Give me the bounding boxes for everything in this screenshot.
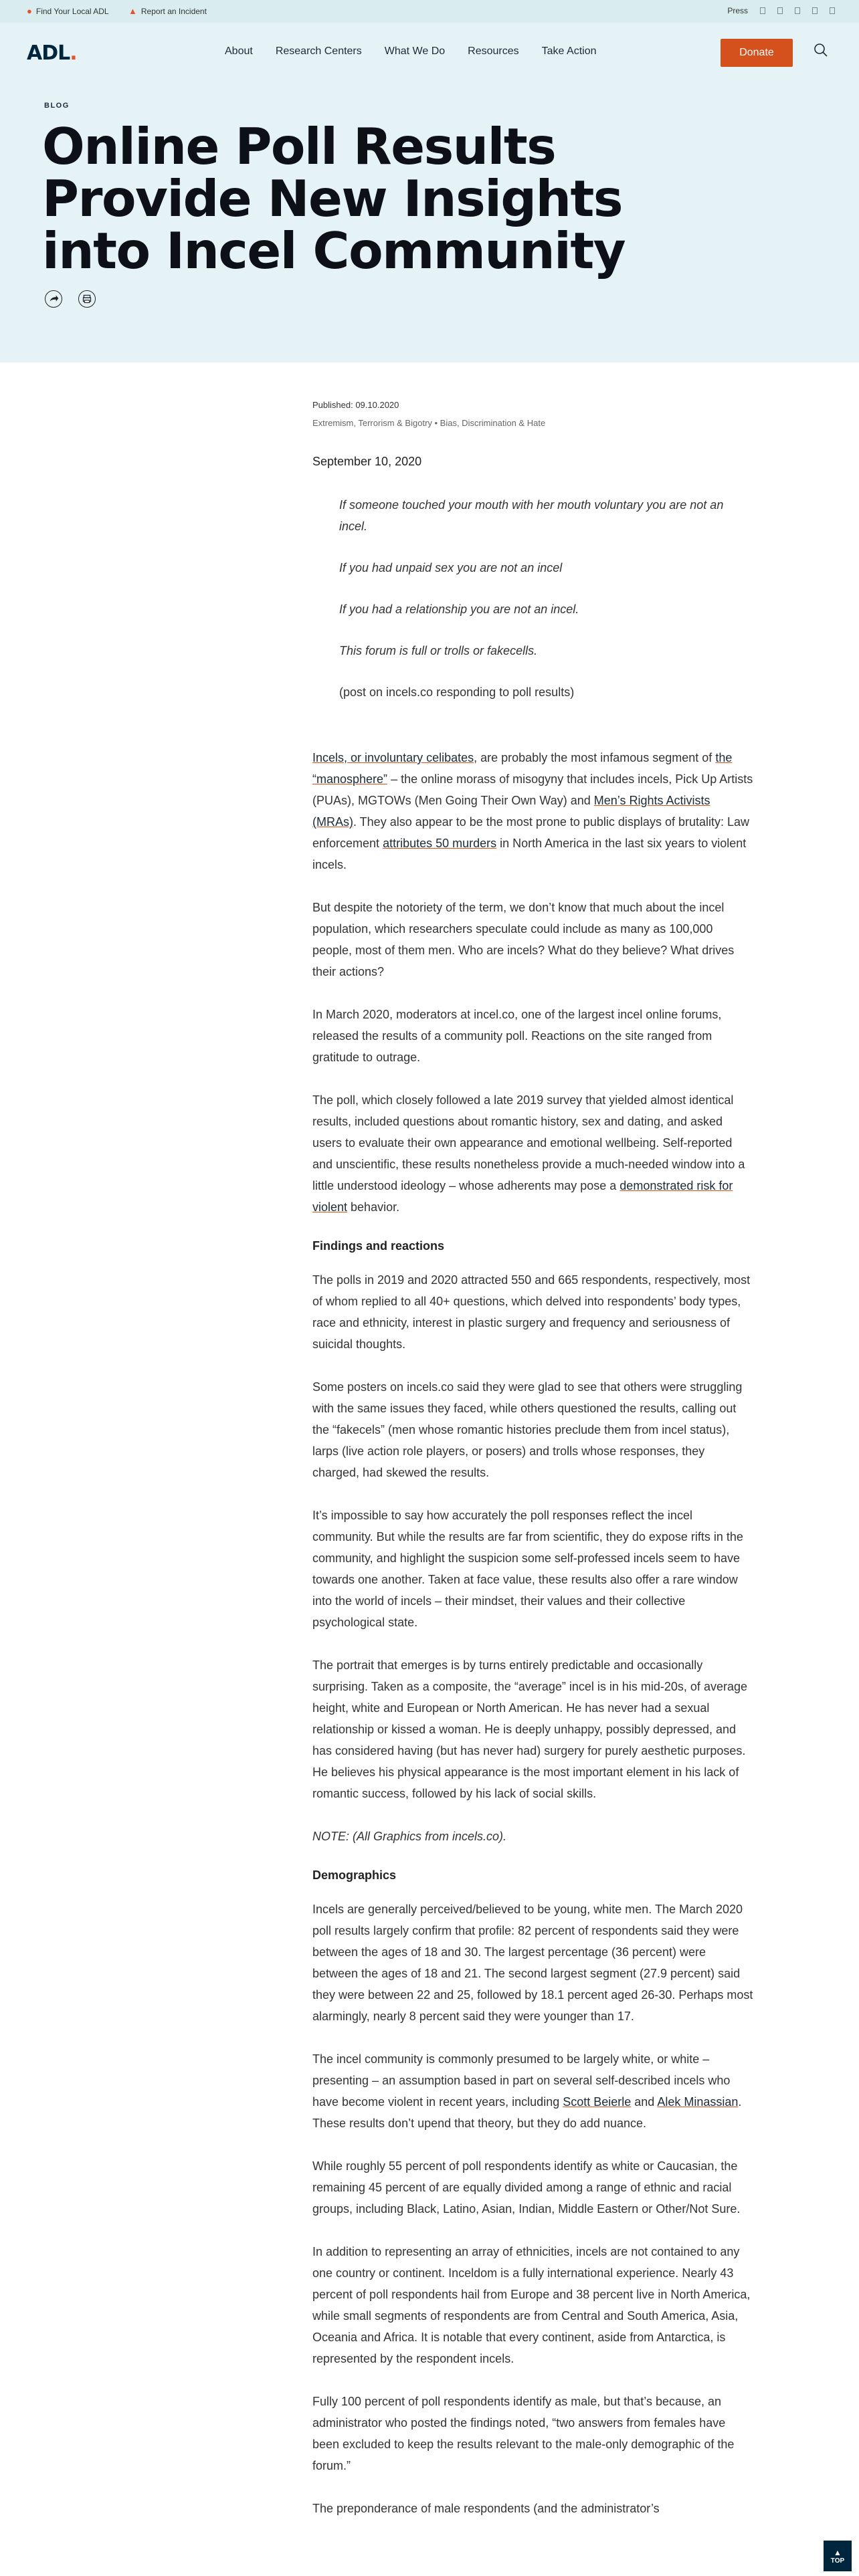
paragraph: While roughly 55 percent of poll respondents identify as white or Caucasian, the remaining 45 percent of are equally divided among a range of ethnic and racial groups, including Black, Latino, Asian, Indian, Middle Eastern or Other/Not Sure. <box>312 2159 741 2216</box>
top-label: TOP <box>830 2557 845 2565</box>
donate-button[interactable]: Donate <box>721 39 793 67</box>
paragraph: The portrait that emerges is by turns entirely predictable and occasionally surprising. Taken as a composite, the “average” incel is in his mid-20s, of average height, white and European or North American. He has never had a sexual relationship or kissed a woman. He is deeply unhappy, possibly depressed, and has considered having (but has never had) surgery for purely aesthetic purposes. He believes his physical appearance is the most important element in his lack of romantic success, followed by his lack of social skills. <box>312 1658 747 1800</box>
chevron-up-icon: ▲ <box>834 2547 842 2557</box>
quote-line: If you had a relationship you are not an incel. <box>339 603 579 616</box>
text-run: and <box>631 2095 658 2109</box>
incels-link[interactable]: Incels, or involuntary celibates <box>312 751 474 764</box>
paragraph: Fully 100 percent of poll respondents identify as male, but that’s because, an administrator who posted the findings noted, “two answers from females have been excluded to keep the results relevant to the male-only demographic of the forum.” <box>312 2395 735 2472</box>
manosphere-link[interactable]: the “manosphere” <box>312 751 733 786</box>
nav-resources[interactable]: Resources <box>468 45 519 57</box>
text-run: The poll, which closely followed a late 2019 survey that yielded almost identical results, included questions about romantic history, sex and dating, and asked users to evaluate their own appearance and emotional wellbeing. Self-reported and unscientific, these results nonetheless provide a much-needed window into a little understood ideology – whose adherents may pose a <box>312 1093 745 1192</box>
quote-line: This forum is full or trolls or fakecells. <box>339 644 538 657</box>
scott-beierle-link[interactable]: Scott Beierle <box>563 2095 632 2109</box>
alek-minassian-link[interactable]: Alek Minassian <box>657 2095 739 2109</box>
forum-quote <box>339 494 727 703</box>
nav-about[interactable]: About <box>225 45 253 57</box>
paragraph: Incels are generally perceived/believed to be young, white men. The March 2020 poll results largely confirm that profile: 82 percent of respondents said they were between the ages of 18 and 30. The largest percentage (36 percent) were between the ages of 18 and 21. The second largest segment (27.9 percent) said they were between 22 and 25, followed by 18.1 percent aged 26-30. Perhaps most alarmingly, nearly 8 percent said they were younger than 17. <box>312 1903 753 2023</box>
graphics-note: NOTE: (All Graphics from incels.co). <box>312 1830 507 1843</box>
nav-what-we-do[interactable]: What We Do <box>384 45 446 57</box>
text-run: in North America in the last six years to violent incels. <box>312 837 747 871</box>
twitter-icon[interactable] <box>777 7 783 14</box>
warning-icon: ▲ <box>128 6 137 16</box>
paragraph: But despite the notoriety of the term, we don’t know that much about the incel population, which researchers speculate could include as many as 100,000 people, most of them men. Who are incels? What do they believe? What drives their actions? <box>312 901 735 978</box>
article-hero <box>0 80 859 362</box>
linkedin-icon[interactable] <box>830 7 835 14</box>
facebook-icon[interactable] <box>760 7 765 14</box>
site-header <box>0 23 859 81</box>
article-date: September 10, 2020 <box>312 455 422 468</box>
find-local-link[interactable] <box>27 6 109 16</box>
paragraph: The polls in 2019 and 2020 attracted 550 and 665 respondents, respectively, most of whom replied to all 40+ questions, which delved into respondents’ body types, race and ethnicity, interest in plastic surgery and frequency and seriousness of suicidal thoughts. <box>312 1273 751 1351</box>
section-heading-findings: Findings and reactions <box>312 1239 445 1253</box>
murders-link[interactable]: attributes 50 murders <box>383 837 497 850</box>
text-run: behavior. <box>347 1200 400 1214</box>
paragraph <box>312 1089 754 1218</box>
paragraph: In March 2020, moderators at incel.co, one of the largest incel online forums, released the results of a community poll. Reactions on the site ranged from gratitude to outrage. <box>312 1008 722 1064</box>
search-icon[interactable] <box>814 43 828 58</box>
blog-eyebrow: BLOG <box>44 102 70 110</box>
map-pin-icon: ● <box>27 6 32 16</box>
paragraph <box>312 747 754 875</box>
paragraph: It’s impossible to say how accurately the poll responses reflect the incel community. But while the results are far from scientific, they do expose rifts in the community, and highlight the suspicion some self-professed incels seem to have towards one another. Taken at face value, these results also offer a rare window into the world of incels – their mindset, their values and their collective psychological state. <box>312 1509 743 1629</box>
share-icon[interactable] <box>45 290 62 308</box>
quote-line: If you had unpaid sex you are not an incel <box>339 561 563 574</box>
paragraph: The preponderance of male respondents (and the administrator’s <box>312 2502 660 2515</box>
nav-take-action[interactable]: Take Action <box>541 45 597 57</box>
logo-accent: . <box>70 41 77 65</box>
text-run: . These results don’t upend that theory, but they do add nuance. <box>312 2095 742 2130</box>
find-local-label: Find Your Local ADL <box>35 6 109 16</box>
nav-research-centers[interactable]: Research Centers <box>275 45 362 57</box>
article-tags[interactable]: Extremism, Terrorism & Bigotry • Bias, Discrimination & Hate <box>312 418 546 428</box>
adl-logo[interactable] <box>27 41 77 65</box>
text-run: . They also appear to be the most prone to public displays of brutality: Law enforcement <box>312 815 750 850</box>
press-link[interactable]: Press <box>727 6 748 15</box>
article-text <box>312 747 754 2519</box>
utility-bar <box>0 0 859 23</box>
paragraph <box>312 2048 754 2134</box>
youtube-icon[interactable] <box>812 7 818 14</box>
text-run: , are probably the most infamous segment of <box>474 751 716 764</box>
quote-line: If someone touched your mouth with her mouth voluntary you are not an incel. <box>339 498 724 533</box>
logo-text: ADL <box>27 41 70 65</box>
text-run: – the online morass of misogyny that includes incels, Pick Up Artists (PUAs), MGTOWs (Men Going Their Own Way) and <box>312 772 753 807</box>
paragraph: Some posters on incels.co said they were glad to see that others were struggling with the same issues they faced, while others questioned the results, calling out the “fakecels” (men whose romantic histories preclude them from incel status), larps (live action role players, or posers) and trolls whose responses, they charged, had skewed the results. <box>312 1380 743 1479</box>
instagram-icon[interactable] <box>795 7 800 14</box>
section-heading-demographics: Demographics <box>312 1868 397 1882</box>
print-icon[interactable] <box>78 290 96 308</box>
back-to-top-button[interactable] <box>824 2541 852 2571</box>
page-title: Online Poll Results Provide New Insights into Incel Community <box>42 117 626 280</box>
mras-link[interactable]: Men’s Rights Activists (MRAs) <box>312 794 710 829</box>
main-nav <box>225 45 596 58</box>
quote-source: (post on incels.co responding to poll results) <box>339 685 575 699</box>
violence-risk-link[interactable]: demonstrated risk for violent <box>312 1179 733 1214</box>
article-body <box>312 400 754 2541</box>
published-date: Published: 09.10.2020 <box>312 400 399 410</box>
text-run: The incel community is commonly presumed to be largely white, or white – presenting – an assumption based in part on several self-described incels who have become violent in recent years, including <box>312 2052 731 2109</box>
report-incident-link[interactable] <box>128 6 207 16</box>
report-incident-label: Report an Incident <box>140 6 207 16</box>
utility-right <box>727 6 835 15</box>
paragraph: In addition to representing an array of ethnicities, incels are not contained to any one country or continent. Inceldom is a fully international experience. Nearly 43 percent of poll respondents hail from Europe and 38 percent live in North America, while small segments of respondents are from Central and South America, Asia, Oceania and Africa. It is notable that every continent, aside from Antarctica, is represented by the respondent incels. <box>312 2245 751 2365</box>
